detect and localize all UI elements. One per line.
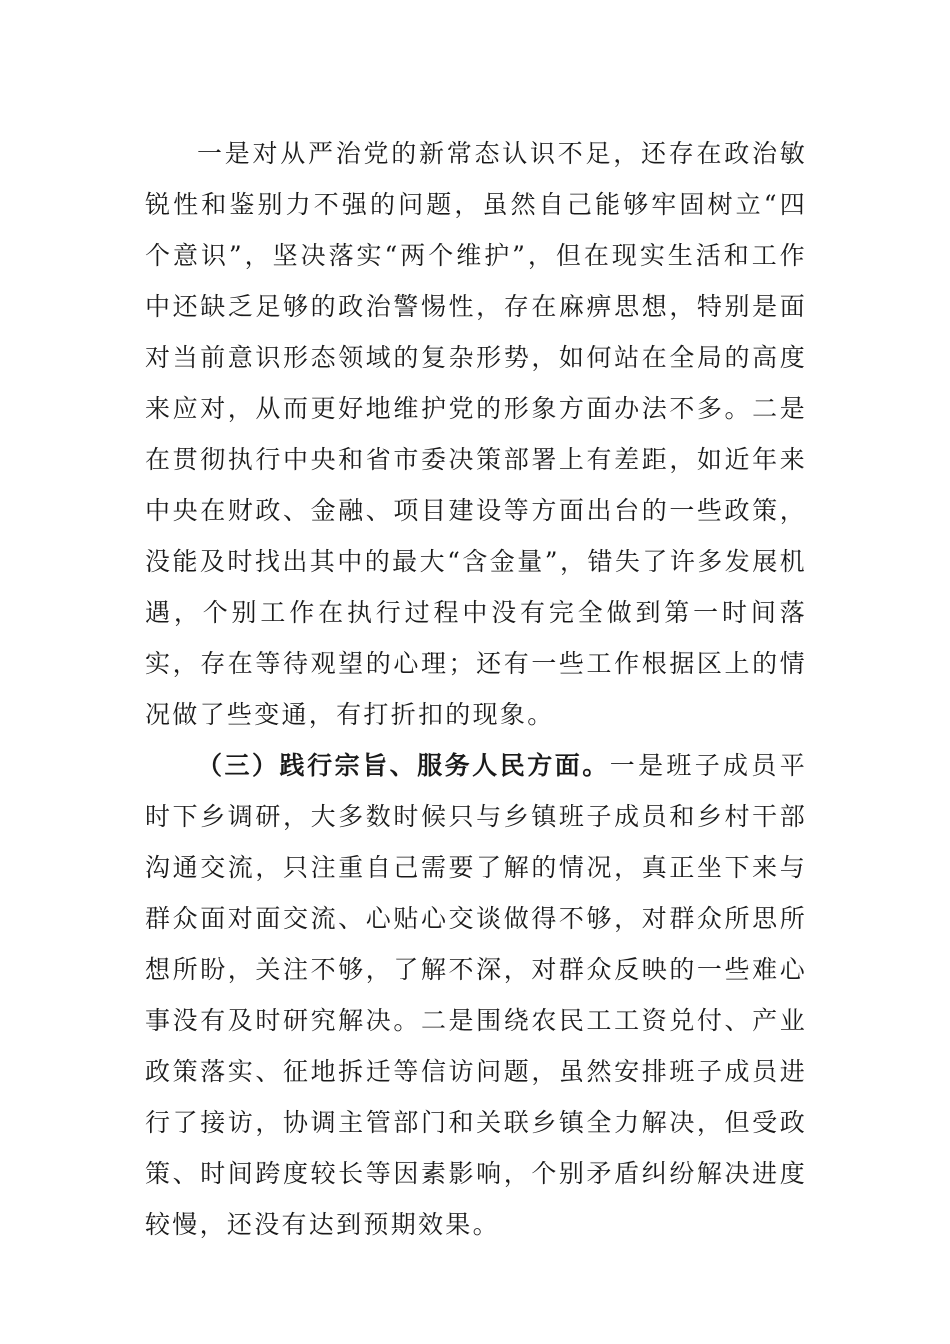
document-body xyxy=(145,128,807,1250)
paragraph-political-awareness: 一是对从严治党的新常态认识不足，还存在政治敏锐性和鉴别力不强的问题，虽然自己能够牢固树立“四个意识”，坚决落实“两个维护”，但在现实生活和工作中还缺乏足够的政治警惕性，存在麻痹思想，特别是面对当前意识形态领域的复杂形势，如何站在全局的高度来应对，从而更好地维护党的形象方面办法不多。二是在贯彻执行中央和省市委决策部署上有差距，如近年来中央在财政、金融、项目建设等方面出台的一些政策，没能及时找出其中的最大“含金量”，错失了许多发展机遇，个别工作在执行过程中没有完全做到第一时间落实，存在等待观望的心理；还有一些工作根据区上的情况做了些变通，有打折扣的现象。 xyxy=(145,139,807,729)
paragraph-section-3 xyxy=(145,740,807,1250)
section-3-body: 一是班子成员平时下乡调研，大多数时候只与乡镇班子成员和乡村干部沟通交流，只注重自己需要了解的情况，真正坐下来与群众面对面交流、心贴心交谈做得不够，对群众所思所想所盼，关注不够，了解不深，对群众反映的一些难心事没有及时研究解决。二是围绕农民工工资兑付、产业政策落实、征地拆迁等信访问题，虽然安排班子成员进行了接访，协调主管部门和关联乡镇全力解决，但受政策、时间跨度较长等因素影响，个别矛盾纠纷解决进度较慢，还没有达到预期效果。 xyxy=(145,751,807,1239)
section-3-heading: （三）践行宗旨、服务人民方面。 xyxy=(197,751,610,780)
